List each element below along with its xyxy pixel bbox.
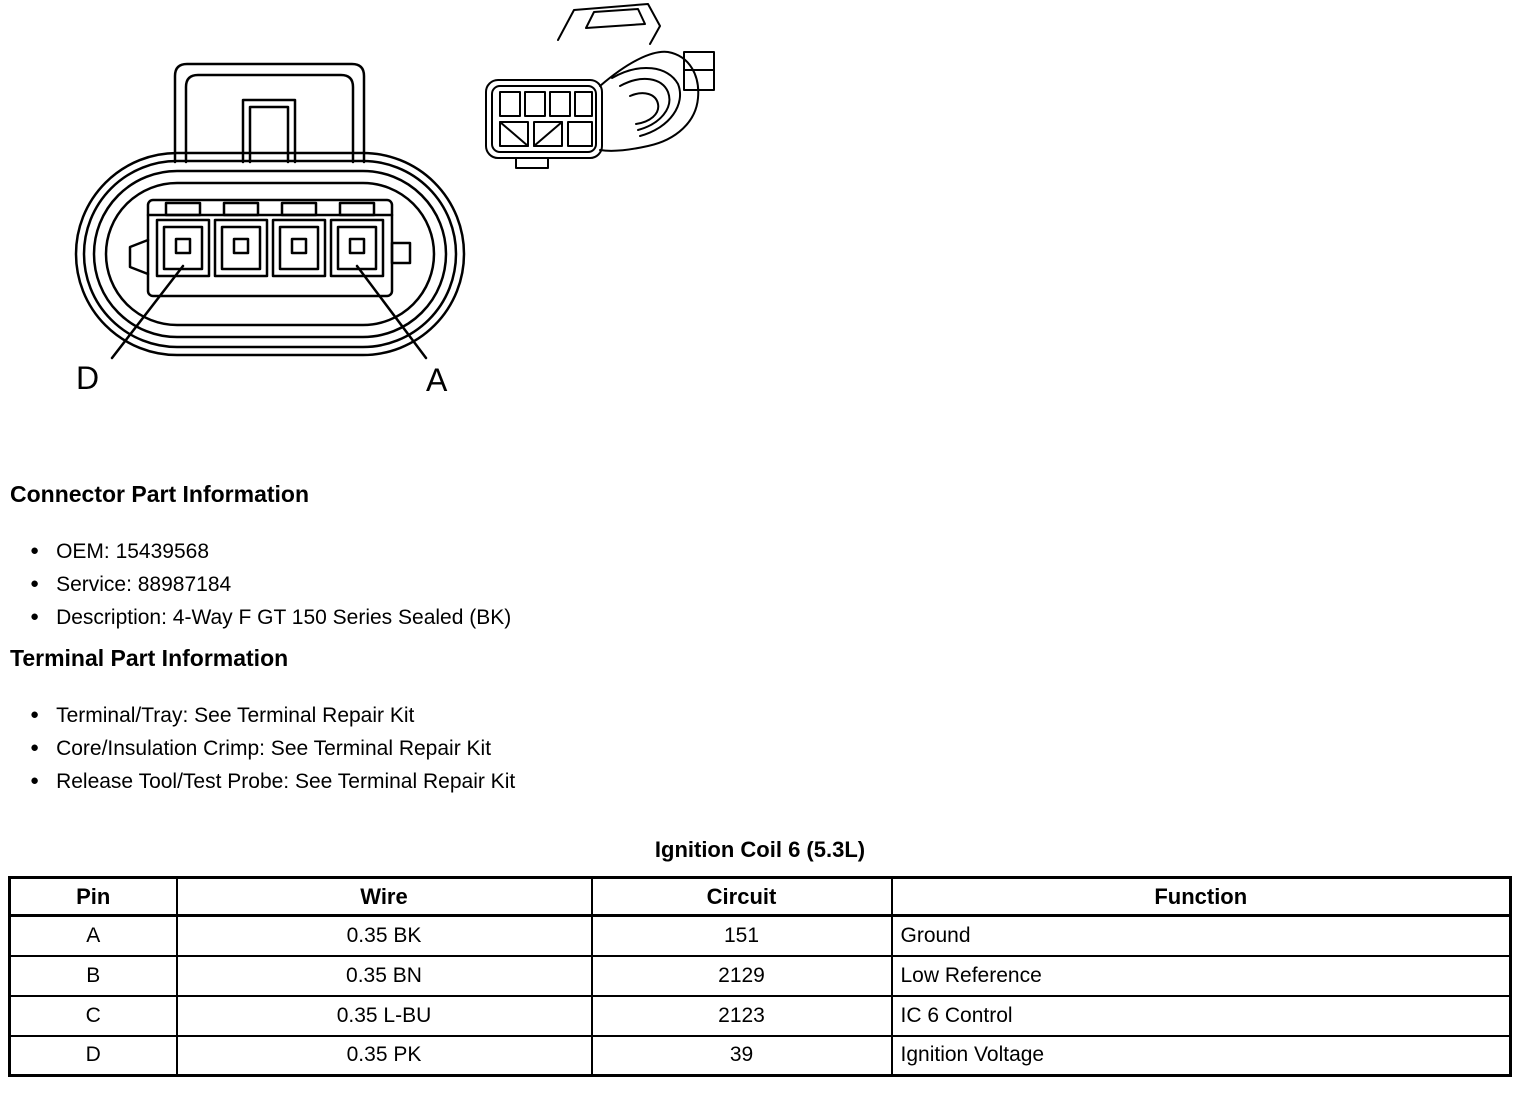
bullet-icon: ● xyxy=(30,575,40,592)
cell-circuit: 151 xyxy=(592,916,892,956)
cell-wire: 0.35 PK xyxy=(177,1036,592,1076)
bullet-icon: ● xyxy=(30,706,40,723)
table-header-row xyxy=(10,878,1511,916)
table-row xyxy=(10,956,1511,996)
pin-cavity-b xyxy=(273,220,325,276)
cell-pin: B xyxy=(10,956,177,996)
bullet-icon: ● xyxy=(30,608,40,625)
bullet-icon: ● xyxy=(30,739,40,756)
table-row xyxy=(10,916,1511,956)
pin-label-a: A xyxy=(426,362,448,398)
cell-function: IC 6 Control xyxy=(892,996,1511,1036)
bullet-icon: ● xyxy=(30,772,40,789)
column-header-circuit: Circuit xyxy=(592,878,892,916)
list-item-text: Core/Insulation Crimp: See Terminal Repair Kit xyxy=(56,736,492,760)
cell-pin: A xyxy=(10,916,177,956)
connector-line-art xyxy=(0,0,780,450)
connector-diagram-area xyxy=(0,0,780,450)
list-item xyxy=(30,699,515,732)
connector-part-info-list xyxy=(30,535,511,634)
list-item xyxy=(30,765,515,798)
bullet-icon: ● xyxy=(30,542,40,559)
column-header-pin: Pin xyxy=(10,878,177,916)
cell-wire: 0.35 L-BU xyxy=(177,996,592,1036)
cell-wire: 0.35 BK xyxy=(177,916,592,956)
connector-front-view-drawing xyxy=(76,64,464,358)
list-item-text: Description: 4-Way F GT 150 Series Sealed (BK) xyxy=(56,605,512,629)
table-row xyxy=(10,996,1511,1036)
cell-pin: D xyxy=(10,1036,177,1076)
cell-circuit: 2129 xyxy=(592,956,892,996)
list-item-text: OEM: 15439568 xyxy=(56,539,209,563)
column-header-wire: Wire xyxy=(177,878,592,916)
pin-cavity-c xyxy=(215,220,267,276)
table-row xyxy=(10,1036,1511,1076)
pinout-table-title: Ignition Coil 6 (5.3L) xyxy=(654,837,866,862)
list-item xyxy=(30,732,515,765)
cell-function: Low Reference xyxy=(892,956,1511,996)
pin-label-d: D xyxy=(76,360,100,396)
terminal-part-info-list xyxy=(30,699,515,798)
connector-side-view-drawing xyxy=(486,4,714,168)
list-item xyxy=(30,601,511,634)
list-item xyxy=(30,568,511,601)
cell-function: Ground xyxy=(892,916,1511,956)
connector-part-info-title: Connector Part Information xyxy=(10,481,310,507)
list-item-text: Service: 88987184 xyxy=(56,572,232,596)
list-item-text: Terminal/Tray: See Terminal Repair Kit xyxy=(56,703,415,727)
cell-circuit: 39 xyxy=(592,1036,892,1076)
list-item-text: Release Tool/Test Probe: See Terminal Repair Kit xyxy=(56,769,516,793)
cell-function: Ignition Voltage xyxy=(892,1036,1511,1076)
pinout-table xyxy=(8,876,1512,1077)
cell-pin: C xyxy=(10,996,177,1036)
cell-circuit: 2123 xyxy=(592,996,892,1036)
terminal-part-info-title: Terminal Part Information xyxy=(10,645,289,671)
list-item xyxy=(30,535,511,568)
column-header-function: Function xyxy=(892,878,1511,916)
cell-wire: 0.35 BN xyxy=(177,956,592,996)
